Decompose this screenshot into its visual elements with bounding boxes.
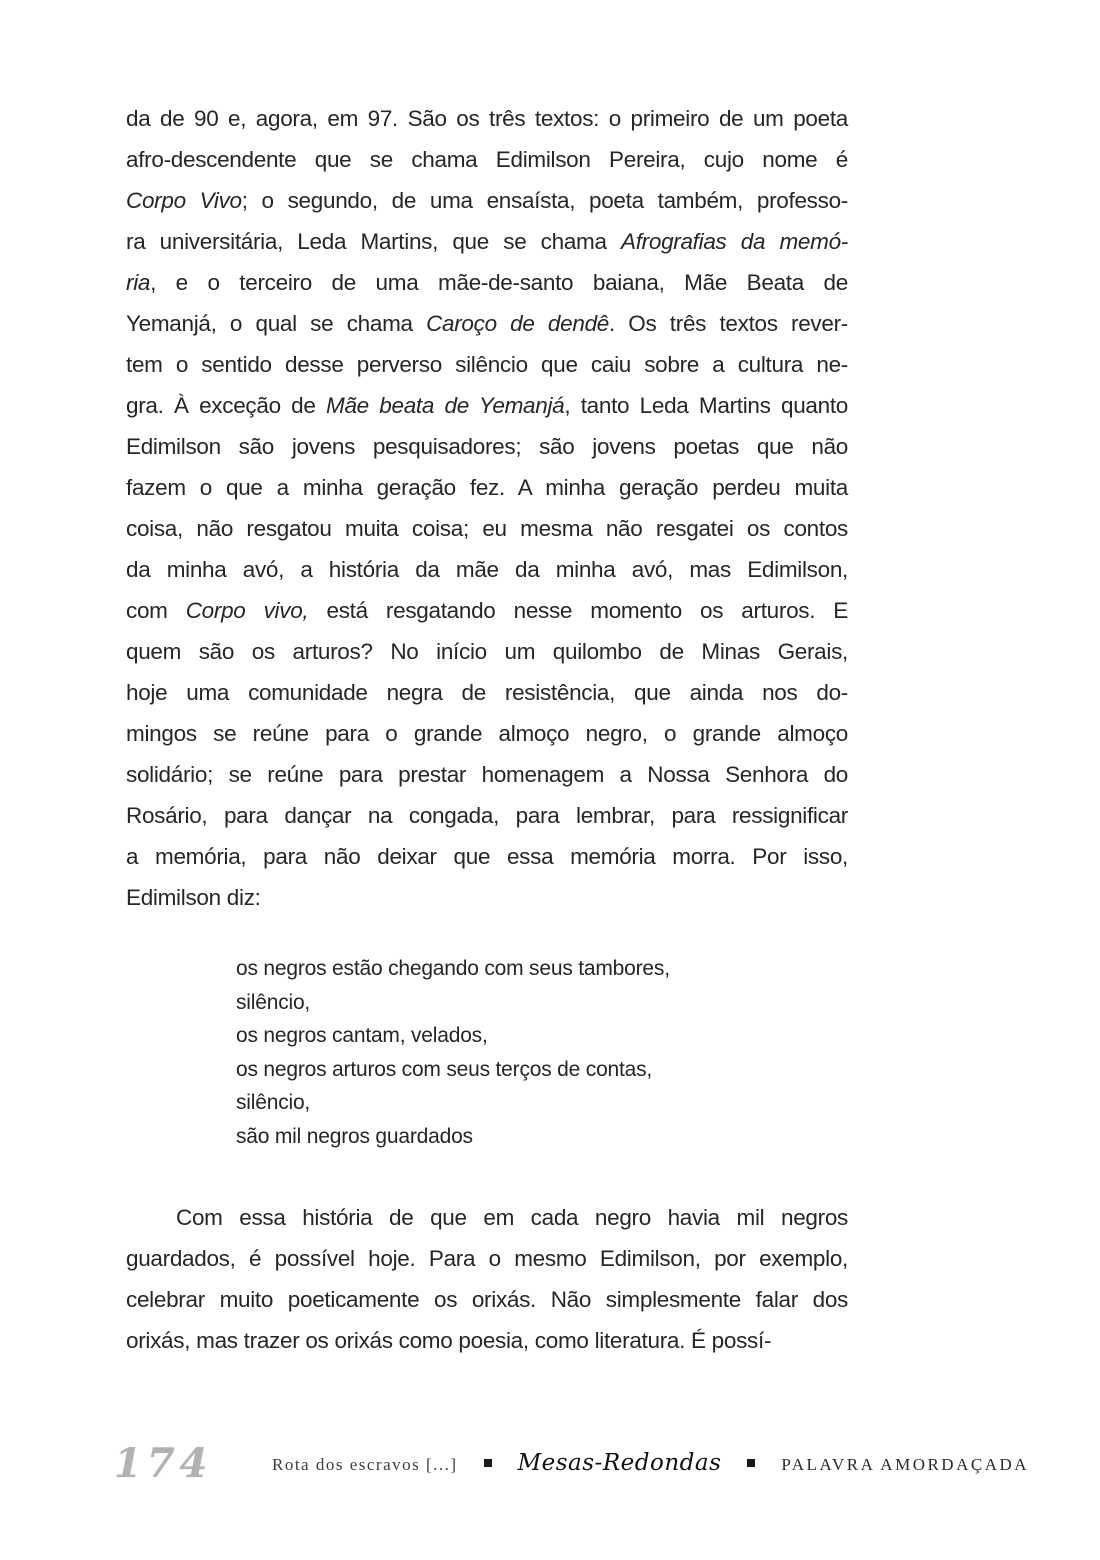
footer-series-label: Mesas-Redondas <box>517 1450 722 1476</box>
text-line <box>126 98 848 139</box>
italic-text-run: Caroço de dendê <box>426 311 609 336</box>
text-line <box>126 262 848 303</box>
text-run: são mil negros guardados <box>236 1124 473 1148</box>
text-run: orixás, mas trazer os orixás como poesia, como literatura. É possí- <box>126 1328 772 1353</box>
text-run: tem o sentido desse perverso silêncio que caiu sobre a cultura ne- <box>126 352 848 377</box>
text-run: guardados, é possível hoje. Para o mesmo Edimilson, por exemplo, <box>126 1246 848 1271</box>
text-line <box>126 426 848 467</box>
text-line <box>236 986 848 1020</box>
text-line <box>126 221 848 262</box>
paragraph <box>126 1197 848 1361</box>
text-line <box>126 713 848 754</box>
text-line <box>126 385 848 426</box>
poem-quote-block <box>126 952 848 1153</box>
text-line <box>236 1120 848 1154</box>
text-line <box>126 344 848 385</box>
text-line <box>126 180 848 221</box>
text-run: Edimilson diz: <box>126 885 261 910</box>
text-run: gra. À exceção de <box>126 393 327 418</box>
text-run: da minha avó, a história da mãe da minha avó, mas Edimilson, <box>126 557 848 582</box>
paragraph <box>126 98 848 918</box>
italic-text-run: ria <box>126 270 151 295</box>
text-run: celebrar muito poeticamente os orixás. Não simplesmente falar dos <box>126 1287 848 1312</box>
text-run: Com essa história de que em cada negro havia mil negros <box>176 1205 848 1230</box>
page-number: 174 <box>114 1440 213 1487</box>
italic-text-run: Mãe beata de Yemanjá <box>326 393 565 418</box>
text-run: ; o segundo, de uma ensaísta, poeta também, professo- <box>241 188 848 213</box>
text-line <box>126 139 848 180</box>
text-run: , tanto Leda Martins quanto <box>564 393 848 418</box>
text-run: os negros estão chegando com seus tambores, <box>236 957 670 980</box>
text-line <box>126 795 848 836</box>
text-run: com <box>126 598 186 623</box>
italic-text-run: Afrografias da memó- <box>621 229 848 254</box>
footer-section-label: Rota dos escravos [...] <box>272 1455 458 1474</box>
text-line <box>126 1197 848 1238</box>
text-run: afro-descendente que se chama Edimilson Pereira, cujo nome é <box>126 147 848 172</box>
square-bullet-icon <box>747 1459 755 1467</box>
text-line <box>126 1320 848 1361</box>
text-line <box>236 1019 848 1053</box>
text-run: silêncio, <box>236 1091 311 1114</box>
text-run: os negros cantam, velados, <box>236 1024 488 1047</box>
text-run: . Os três textos rever- <box>609 311 848 336</box>
text-line <box>126 672 848 713</box>
text-run: mingos se reúne para o grande almoço negro, o grande almoço <box>126 721 848 746</box>
italic-text-run: Corpo Vivo <box>126 188 242 213</box>
text-line <box>126 549 848 590</box>
text-run: está resgatando nesse momento os arturos. E <box>308 598 848 623</box>
text-line <box>126 590 848 631</box>
text-run: coisa, não resgatou muita coisa; eu mesma não resgatei os contos <box>126 516 848 541</box>
text-run: ra universitária, Leda Martins, que se chama <box>126 229 621 254</box>
text-line <box>236 1086 848 1120</box>
text-line <box>126 303 848 344</box>
footer-book-title: PALAVRA AMORDAÇADA <box>781 1455 1030 1474</box>
text-line <box>236 1053 848 1087</box>
text-run: os negros arturos com seus terços de contas, <box>236 1057 653 1081</box>
text-block <box>126 98 848 1361</box>
text-line <box>236 952 848 986</box>
square-bullet-icon <box>484 1459 492 1467</box>
running-footer <box>272 1450 1029 1476</box>
text-run: quem são os arturos? No início um quilombo de Minas Gerais, <box>126 639 848 664</box>
italic-text-run: Corpo vivo, <box>185 598 309 623</box>
text-line <box>126 631 848 672</box>
text-run: , e o terceiro de uma mãe-de-santo baiana, Mãe Beata de <box>150 270 848 295</box>
text-line <box>126 754 848 795</box>
text-run: fazem o que a minha geração fez. A minha geração perdeu muita <box>126 475 848 500</box>
text-run: a memória, para não deixar que essa memória morra. Por isso, <box>126 844 848 869</box>
page-footer <box>0 1440 1100 1500</box>
text-run: solidário; se reúne para prestar homenagem a Nossa Senhora do <box>126 762 848 787</box>
text-run: Edimilson são jovens pesquisadores; são jovens poetas que não <box>126 434 848 459</box>
text-run: hoje uma comunidade negra de resistência, que ainda nos do- <box>126 680 848 705</box>
text-line <box>126 877 848 918</box>
text-run: Yemanjá, o qual se chama <box>126 311 427 336</box>
text-line <box>126 1238 848 1279</box>
text-run: Rosário, para dançar na congada, para lembrar, para ressignificar <box>126 803 848 828</box>
text-line <box>126 467 848 508</box>
text-line <box>126 836 848 877</box>
text-line <box>126 1279 848 1320</box>
text-run: silêncio, <box>236 990 311 1014</box>
text-run: da de 90 e, agora, em 97. São os três textos: o primeiro de um poeta <box>126 106 848 131</box>
text-line <box>126 508 848 549</box>
